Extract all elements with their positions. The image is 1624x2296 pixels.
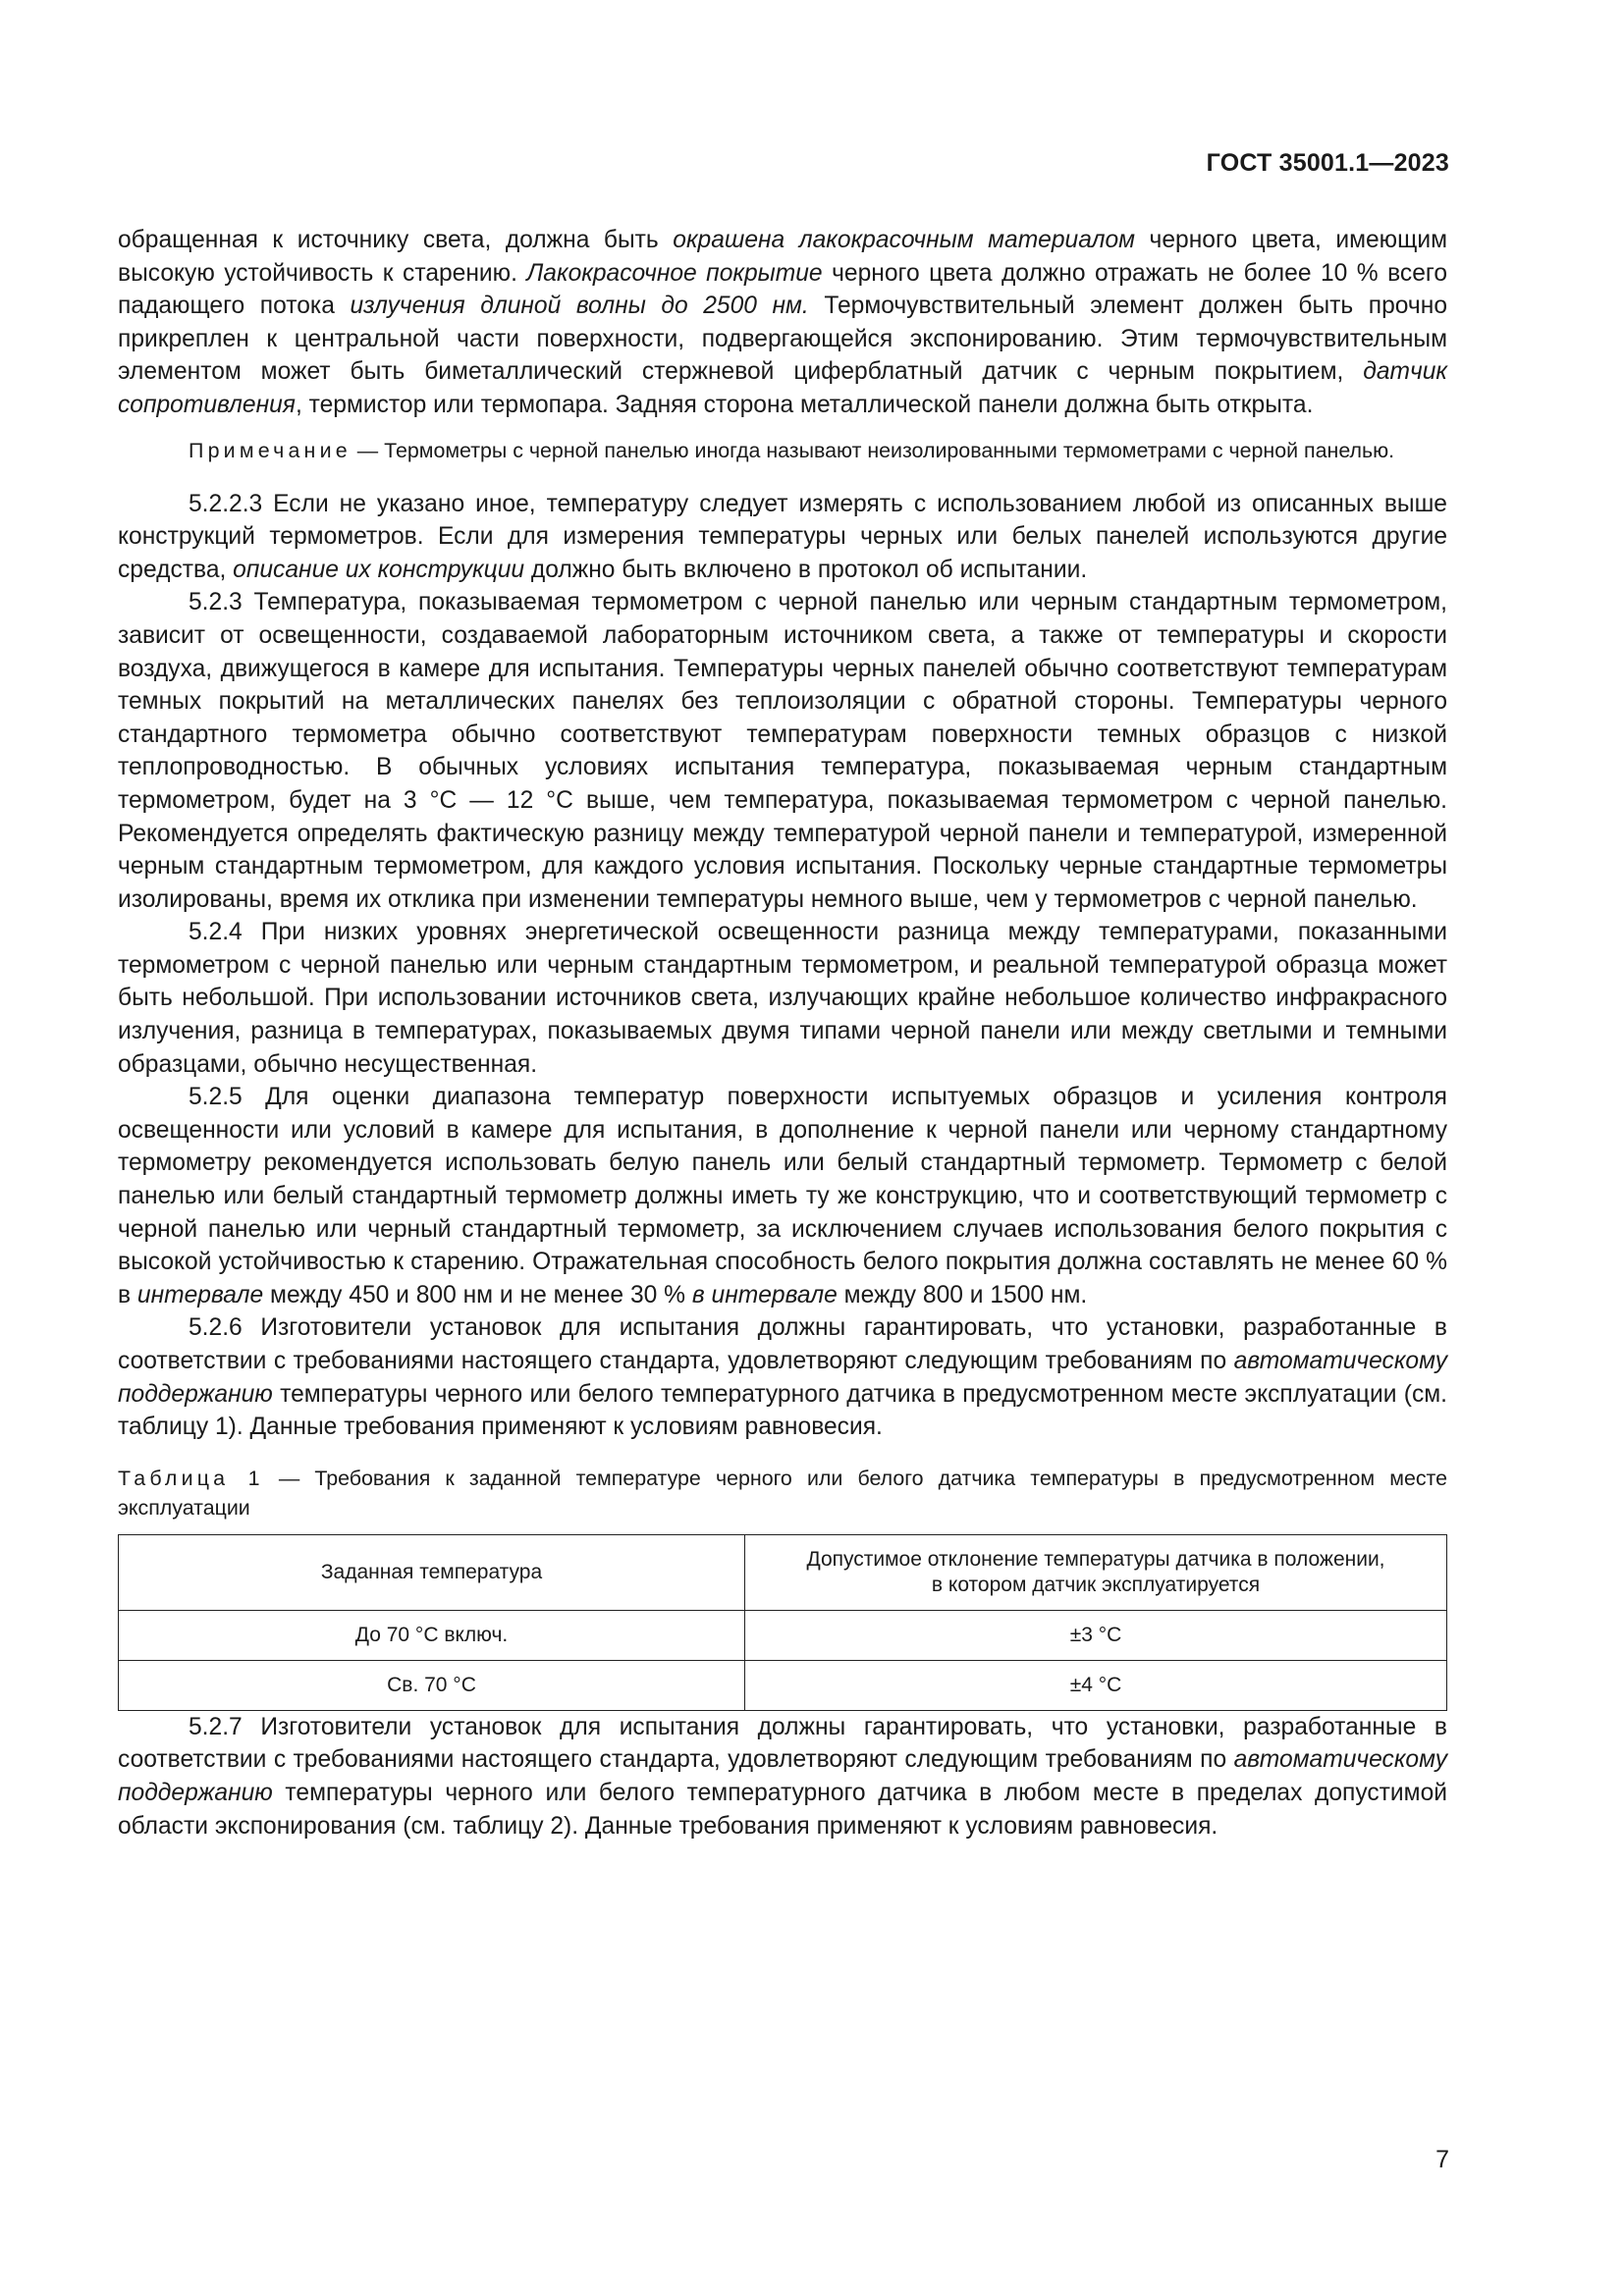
table-cell: ±4 °С (745, 1660, 1447, 1710)
table-cell: До 70 °С включ. (119, 1610, 745, 1660)
header-cell-line: Допустимое отклонение температуры датчика в положении, (806, 1547, 1385, 1571)
italic-term: описание их конструкции (233, 556, 525, 583)
paragraph-5-2-7 (118, 1711, 1447, 1842)
body-text (118, 224, 1447, 1842)
paragraph-5-2-3: 5.2.3 Температура, показываемая термометром с черной панелью или черным стандартным термометром, зависит от освещенности, создаваемой лабораторным источником света, а также от температуры и скорости воздуха, движущегося в камере для испытания. Температуры черных панелей обычно соответствуют температурам темных покрытий на металлических панелях без теплоизоляции с обратной стороны. Температуры черного стандартного термометра обычно соответствуют температурам поверхности темных образцов с низкой теплопроводностью. В обычных условиях испытания температура, показываемая черным стандартным термометром, будет на 3 °С — 12 °С выше, чем температура, показываемая термометром с черной панелью. Рекомендуется определять фактическую разницу между температурой черной панели и температурой, измеренной черным стандартным термометром, для каждого условия испытания. Поскольку черные стандартные термометры изолированы, время их отклика при изменении температуры немного выше, чем у термометров с черной панелью. (118, 589, 1447, 913)
paragraph-5-2-4: 5.2.4 При низких уровнях энергетической освещенности разница между температурами, показанными термометром с черной панелью или черным стандартным термометром, и реальной температурой образца может быть небольшой. При использовании источников света, излучающих крайне небольшое количество инфракрасного излучения, разница в температурах, показываемых двумя типами черной панели или между светлыми и темными образцами, обычно несущественная. (118, 919, 1447, 1078)
page-number: 7 (1435, 2146, 1449, 2173)
text-run: черного цвета, имеющим высокую устойчивость к старению. (118, 227, 1448, 287)
table-row (119, 1610, 1447, 1660)
italic-term: интервале (136, 1281, 264, 1308)
italic-term: датчик сопротивления (118, 358, 1447, 418)
text-run: Термочувствительный элемент должен быть прочно прикреплен к центральной части поверхности, подвергающейся экспонированию. Этим термочувствительным элементом может быть биметаллический стержневой циферблатный датчик с черным покрытием, (118, 293, 1448, 386)
table-caption (118, 1464, 1447, 1522)
italic-term: автоматическому поддержанию (118, 1746, 1447, 1806)
text-run: 5.2.6 Изготовители установок для испытания должны гарантировать, что установки, разработанные в соответствии с требованиями настоящего стандарта, удовлетворяют следующим требованиям по (118, 1314, 1447, 1374)
italic-term: Лакокрасочное покрытие (526, 259, 823, 287)
paragraph-5-2-2-3 (118, 488, 1447, 587)
table-cell: Св. 70 °С (119, 1660, 745, 1710)
paragraph-5-2-6 (118, 1311, 1447, 1443)
text-run: между 450 и 800 нм и не менее 30 % (263, 1281, 692, 1308)
note-text: — Термометры с черной панелью иногда называют неизолированными термометрами с черной панелью. (351, 438, 1395, 462)
text-run: черного цвета должно отражать не более 10 % всего падающего потока (118, 259, 1447, 320)
requirements-table (118, 1534, 1447, 1711)
text-run: должно быть включено в протокол об испытании. (524, 556, 1088, 583)
header-cell-line: в котором датчик эксплуатируется (931, 1573, 1261, 1596)
italic-term: автоматическому поддержанию (118, 1348, 1447, 1408)
table-caption-text: — Требования к заданной температуре черного или белого датчика температуры в предусмотренном месте эксплуатации (118, 1466, 1447, 1520)
table-header-row (119, 1534, 1447, 1610)
header-cell (745, 1534, 1447, 1610)
table-caption-label: Таблица 1 (118, 1466, 264, 1490)
table-cell: ±3 °С (745, 1610, 1447, 1660)
text-run: температуры черного или белого температурного датчика в предусмотренном месте эксплуатации (см. таблицу 1). Данные требования применяют к условиям равновесия. (118, 1380, 1447, 1441)
table-row (119, 1660, 1447, 1710)
note-paragraph (118, 436, 1447, 466)
text-run: 5.2.7 Изготовители установок для испытания должны гарантировать, что установки, разработанные в соответствии с требованиями настоящего стандарта, удовлетворяют следующим требованиям по (118, 1713, 1447, 1774)
text-run: обращенная к источнику света, должна быть (118, 227, 674, 253)
text-run: 5.2.5 Для оценки диапазона температур поверхности испытуемых образцов и усиления контроля освещенности или условий в камере для испытания, в дополнение к черной панели или черному стандартному термометру рекомендуется использовать белую панель или белый стандартный термометр. Термометр с белой панелью или белый стандартный термометр должны иметь ту же конструкцию, что и соответствующий термометр с черной панелью или черный стандартный термометр, за исключением случаев использования белого покрытия с высокой устойчивостью к старению. Отражательная способность белого покрытия должна составлять не менее 60 % в (118, 1084, 1447, 1308)
text-run: между 800 и 1500 нм. (837, 1281, 1088, 1308)
standard-header: ГОСТ 35001.1—2023 (1206, 149, 1449, 177)
header-cell: Заданная температура (119, 1534, 745, 1610)
paragraph-5-2-5 (118, 1081, 1447, 1311)
text-run: температуры черного или белого температурного датчика в любом месте в пределах допустимой области экспонирования (см. таблицу 2). Данные требования применяют к условиям равновесия. (118, 1779, 1447, 1840)
italic-term: окрашена лакокрасочным материалом (673, 227, 1136, 253)
text-run: , термистор или термопара. Задняя сторона металлической панели должна быть открыта. (295, 391, 1314, 418)
text-run: 5.2.2.3 Если не указано иное, температуру следует измерять с использованием любой из описанных выше конструкций термометров. Если для измерения температуры черных или белых панелей используются другие средства, (118, 490, 1447, 583)
note-label: Примечание (189, 438, 352, 462)
italic-term: в интервале (691, 1281, 838, 1308)
paragraph-continued (118, 224, 1447, 422)
italic-term: излучения длиной волны до 2500 нм. (350, 293, 809, 320)
